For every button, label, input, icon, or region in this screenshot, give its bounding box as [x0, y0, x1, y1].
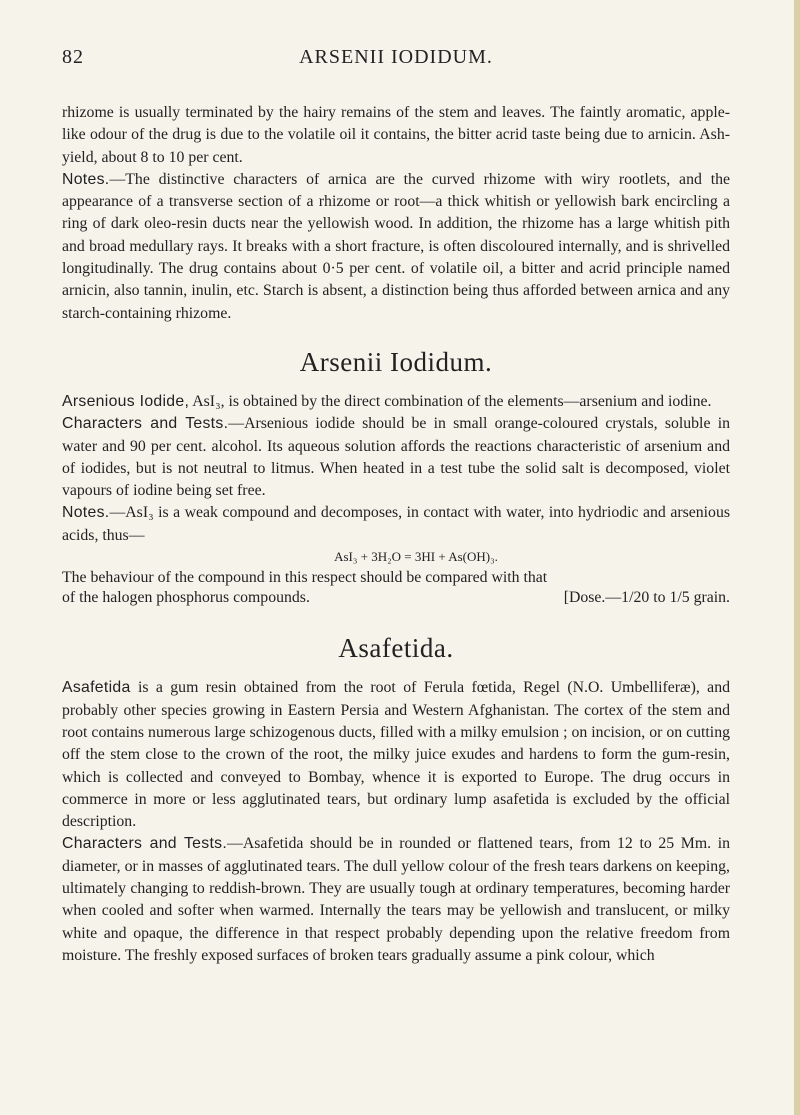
arsenii-intro-lead: Arsenious Iodide,	[62, 392, 190, 410]
arsenii-intro-paragraph	[62, 391, 730, 413]
page	[62, 46, 730, 967]
halogen-text: of the halogen phosphorus compounds.	[62, 589, 310, 607]
running-head	[62, 46, 730, 76]
dose-note: [Dose.—1/20 to 1/5 grain.	[563, 589, 730, 607]
arsenii-notes-paragraph	[62, 502, 730, 547]
asafetida-title: Asafetida.	[338, 633, 454, 664]
arsenii-characters-text: —Arsenious iodide should be in small orange-coloured crystals, soluble in water and 90 per cent. alcohol. Its aqueous solution affords the reactions characteristic of arsenium and of iodides, but is not neutral to litmus. When heated in a test tube the solid salt is decomposed, violet vapours of iodine being set free.	[62, 415, 730, 500]
arsenii-behaviour-line: The behaviour of the compound in this respect should be compared with that	[62, 569, 548, 587]
arsenii-intro-text: AsI₃, is obtained by the direct combination of the elements—arsenium and iodine.	[189, 392, 712, 410]
arsenii-notes-lead: Notes.	[62, 504, 110, 522]
asafetida-characters-text: —Asafetida should be in rounded or flattened tears, from 12 to 25 Mm. in diameter, or in masses of agglutinated tears. The dull yellow colour of the fresh tears darkens on keeping, ultimately changing to reddish-brown. They are usually tough at ordinary temperatures, becoming harder when cooled and softer when warmed. Internally the tears may be yellowish and translucent, or milky white and opaque, the difference in that respect probably depending upon the relative freedom from moisture. The freshly exposed surfaces of broken tears gradually assume a pink colour, which	[62, 835, 730, 964]
arsenii-characters-paragraph	[62, 413, 730, 502]
arnica-notes-lead: Notes.	[62, 170, 110, 188]
arsenii-characters-lead: Characters and Tests.	[62, 415, 229, 433]
arnica-paragraph: rhizome is usually terminated by the hairy remains of the stem and leaves. The faintly aromatic, apple-like odour of the drug is due to the volatile oil it contains, the bitter acrid taste being due to arnicin. Ash-yield, about 8 to 10 per cent.	[62, 104, 730, 166]
arsenii-title: Arsenii Iodidum.	[299, 346, 493, 377]
asafetida-intro-paragraph	[62, 677, 730, 833]
running-title: ARSENII IODIDUM.	[299, 46, 493, 68]
asafetida-intro-text: is a gum resin obtained from the root of Ferula fœtida, Regel (N.O. Umbelliferæ), and probably other species growing in Eastern Persia and Western Afghanistan. The cortex of the stem and root contains numerous large schizogenous ducts, filled with a milky emulsion ; on incision, or on cutting off the stem close to the crown of the root, the milky juice exudes and hardens to form the gum-resin, which is collected and conveyed to Bombay, whence it is exported to Europe. The drug occurs in commerce in more or less agglutinated tears, but ordinary lump asafetida is excluded by the official description.	[62, 679, 730, 831]
arsenii-notes-text: —AsI₃ is a weak compound and decomposes, in contact with water, into hydriodic and arsenious acids, thus—	[62, 504, 730, 544]
asafetida-characters-lead: Characters and Tests.	[62, 835, 228, 853]
asafetida-characters-paragraph	[62, 833, 730, 967]
page-edge	[794, 0, 800, 1115]
chemical-equation: AsI₃ + 3H₂O = 3HI + As(OH)₃.	[334, 549, 498, 565]
page-number: 82	[62, 46, 84, 68]
dose-line	[62, 589, 730, 611]
arnica-notes-paragraph	[62, 169, 730, 325]
asafetida-intro-lead: Asafetida	[62, 679, 131, 697]
arnica-notes-text: —The distinctive characters of arnica are the curved rhizome with wiry rootlets, and the appearance of a transverse section of a rhizome or root—a thick whitish or yellowish bark encircling a ring of dark oleo-resin ducts near the yellowish wood. In addition, the rhizome has a large whitish pith and broad medullary rays. It breaks with a short fracture, is often discoloured internally, and is shrivelled longitudinally. The drug contains about 0·5 per cent. of volatile oil, a bitter and acrid principle named arnicin, also tannin, inulin, etc. Starch is absent, a distinction being thus afforded between arnica and any starch-containing rhizome.	[62, 170, 730, 322]
